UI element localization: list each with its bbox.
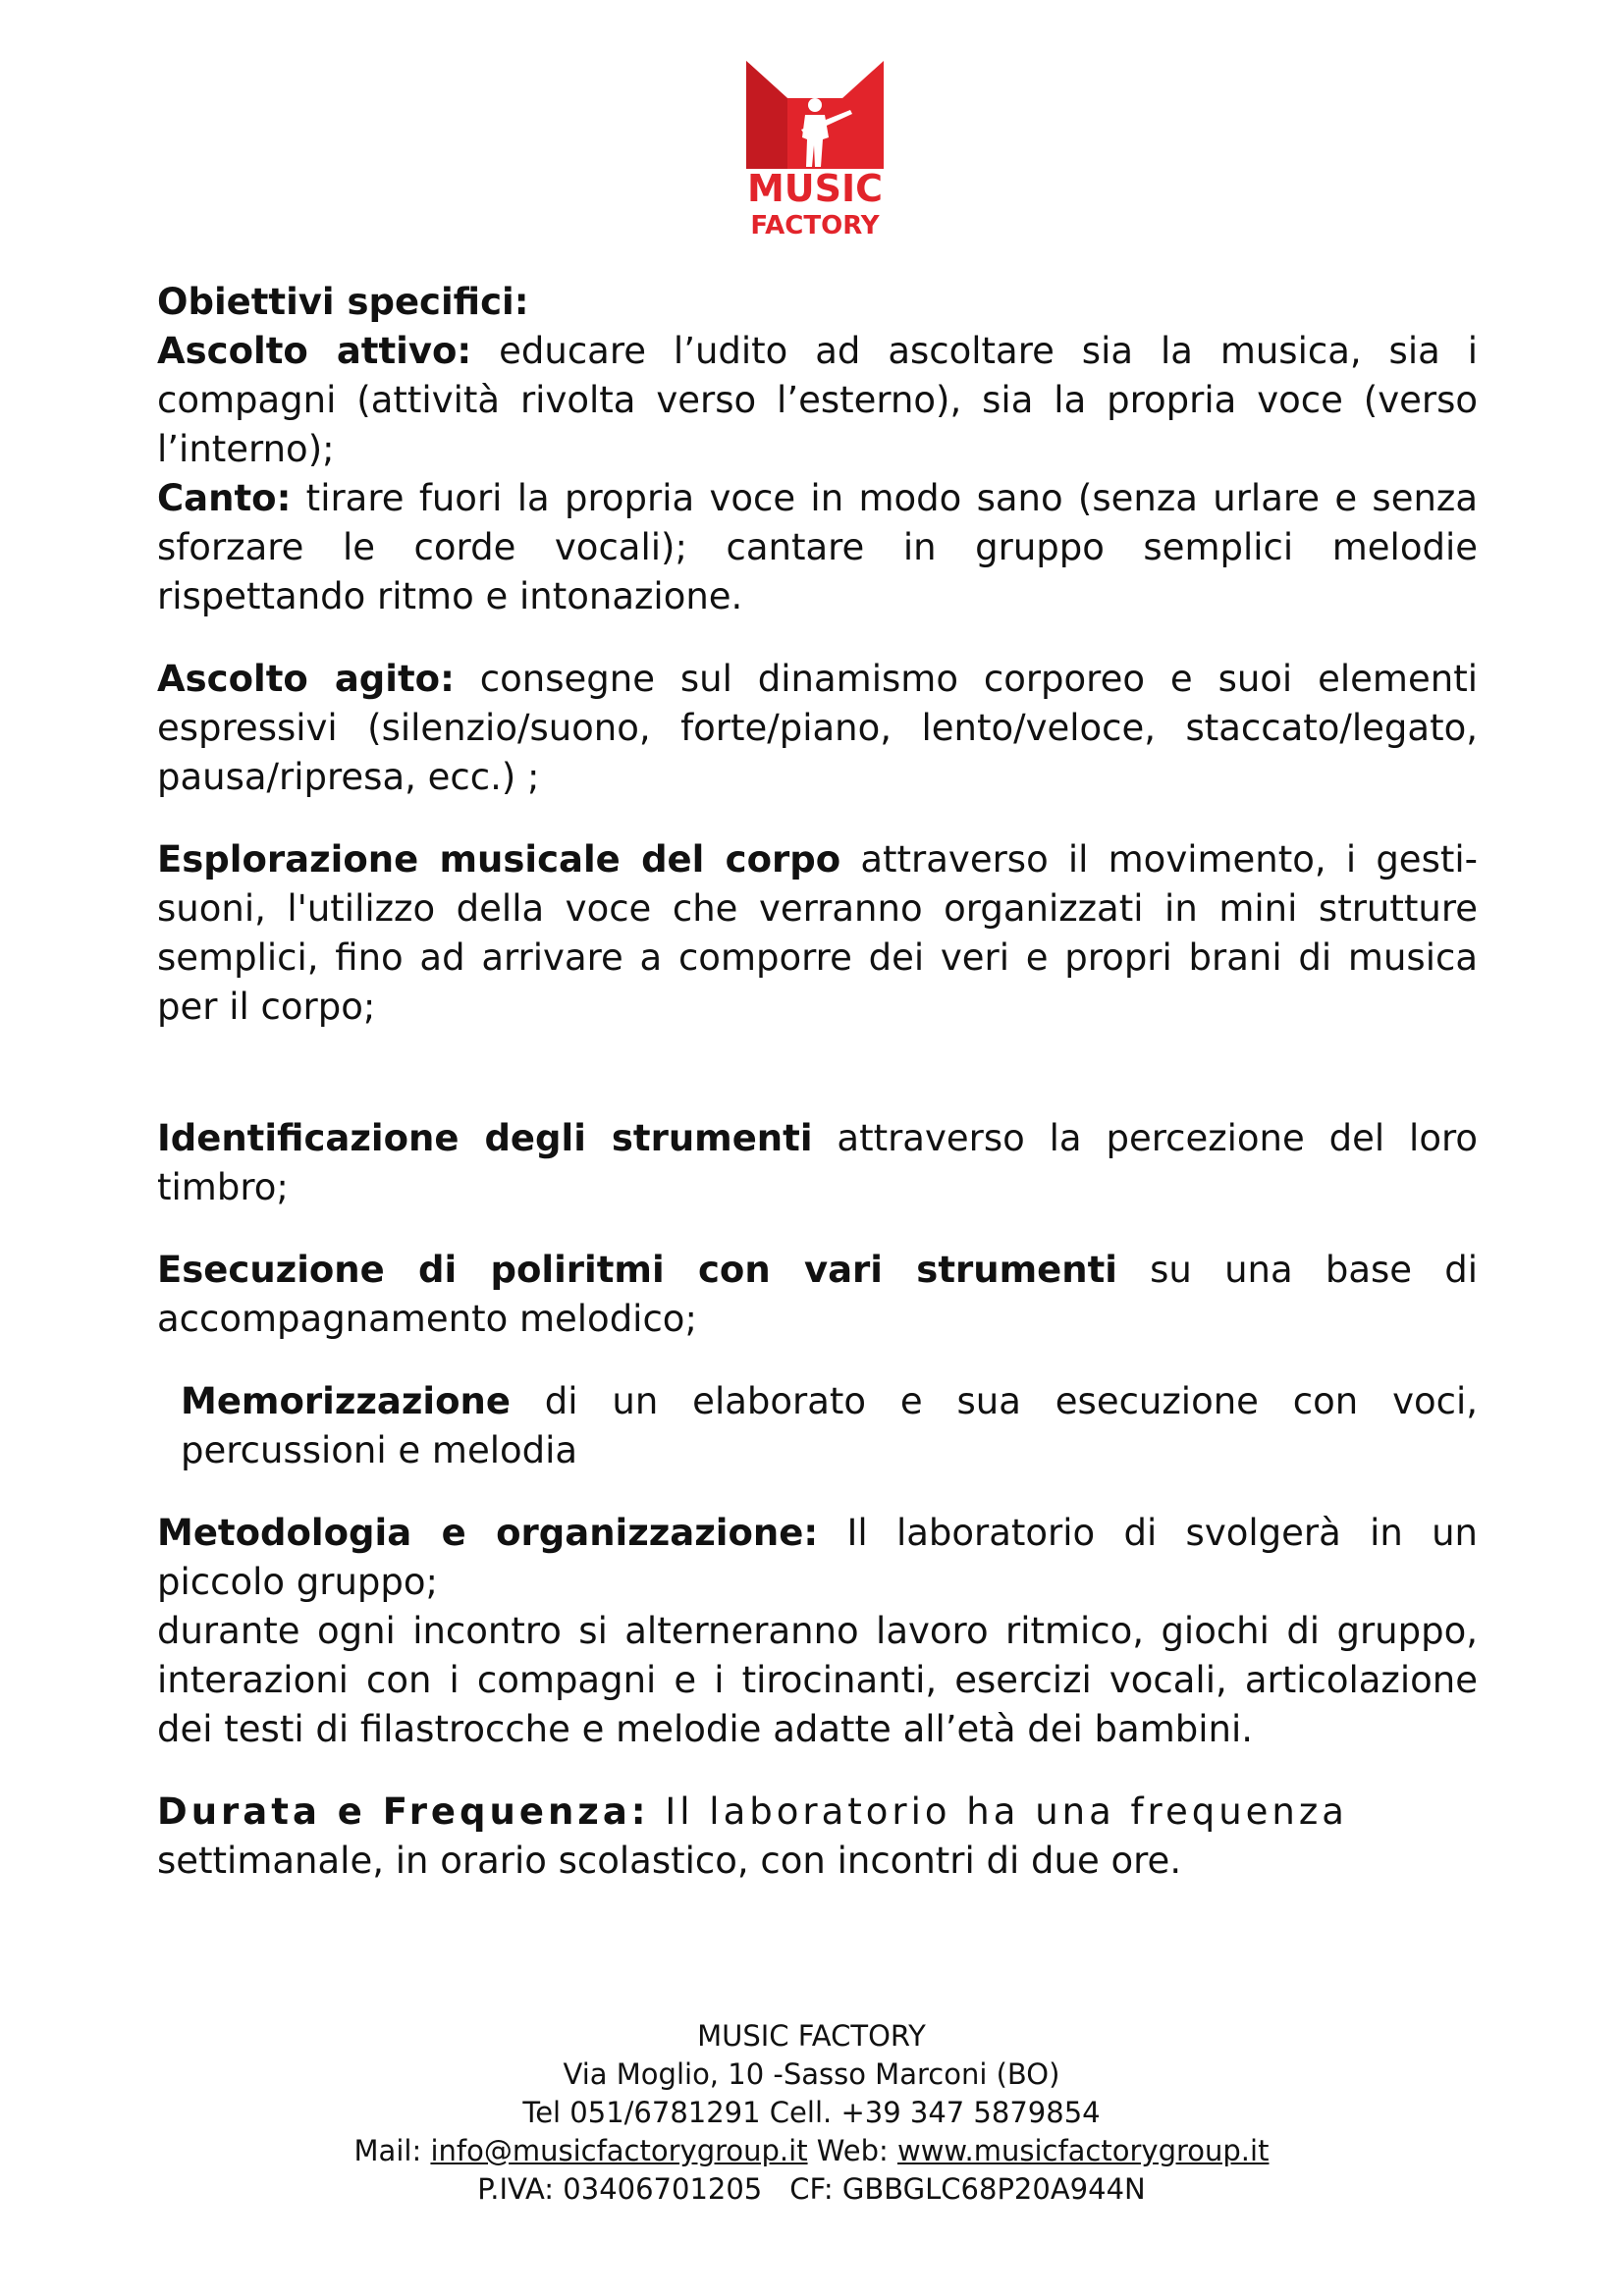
paragraph-canto (157, 474, 1478, 621)
logo-word-factory: FACTORY (750, 211, 880, 240)
footer-company: MUSIC FACTORY (697, 2019, 926, 2053)
paragraph-ascolto-agito (157, 655, 1478, 802)
label-durata: Durata e Frequenza: (157, 1790, 650, 1833)
label-identificazione: Identificazione degli strumenti (157, 1117, 813, 1159)
footer-address: Via Moglio, 10 -Sasso Marconi (BO) (563, 2057, 1060, 2091)
paragraph-durata-2: settimanale, in orario scolastico, con incontri di due ore. (157, 1840, 1182, 1882)
paragraph-metodologia-2: durante ogni incontro si alterneranno lavoro ritmico, giochi di gruppo, interazioni con i compagni e i tirocinanti, esercizi vocali, articolazione dei testi di filastrocche e melodie adatte all’età dei bambini. (157, 1610, 1478, 1750)
paragraph-ascolto-attivo (157, 327, 1478, 474)
footer-contacts (0, 2132, 1623, 2170)
paragraph-esplorazione (157, 835, 1478, 1032)
paragraph-metodologia (157, 1509, 1478, 1607)
label-memorizzazione: Memorizzazione (181, 1380, 511, 1422)
document-body (157, 278, 1478, 1886)
web-link[interactable]: www.musicfactorygroup.it (897, 2134, 1270, 2167)
paragraph-identificazione (157, 1114, 1478, 1212)
label-metodologia: Metodologia e organizzazione: (157, 1512, 819, 1554)
footer-web-label: Web: (807, 2134, 897, 2167)
footer (0, 2017, 1623, 2209)
text-esplorazione: attraverso il movimento, i gesti-suoni, l'utilizzo della voce che verranno organizzati in mini strutture semplici, fino ad arrivare a comporre dei veri e propri brani di musica per il corpo; (157, 838, 1478, 1028)
text-ascolto-agito: consegne sul dinamismo corporeo e suoi elementi espressivi (silenzio/suono, forte/piano, lento/veloce, staccato/legato, pausa/ripresa, ecc.) ; (157, 658, 1478, 798)
label-esecuzione: Esecuzione di poliritmi con vari strumenti (157, 1249, 1117, 1291)
paragraph-durata (157, 1788, 1478, 1837)
footer-cf: CF: GBBGLC68P20A944N (789, 2172, 1146, 2206)
footer-mail-label: Mail: (353, 2134, 431, 2167)
text-durata: Il laboratorio ha una frequenza (649, 1790, 1348, 1833)
text-memorizzazione: di un elaborato e sua esecuzione con voci, percussioni e melodia (181, 1380, 1478, 1471)
logo-word-music: MUSIC (746, 167, 884, 210)
music-factory-logo (746, 61, 884, 247)
section-title (157, 278, 1478, 327)
footer-tax (0, 2170, 1623, 2209)
text-esecuzione: su una base di accompagnamento melodico; (157, 1249, 1479, 1340)
logo-m-left-shade (746, 61, 787, 169)
text-ascolto-attivo: educare l’udito ad ascoltare sia la musica, sia i compagni (attività rivolta verso l’esterno), sia la propria voce (verso l’interno); (157, 330, 1478, 470)
obiettivi-title: Obiettivi specifici: (157, 281, 529, 323)
text-canto: tirare fuori la propria voce in modo sano (senza urlare e senza sforzare le corde vocali); cantare in gruppo semplici melodie rispettando ritmo e intonazione. (157, 477, 1478, 617)
logo-graphic (746, 61, 884, 247)
text-identificazione: attraverso la percezione del loro timbro; (157, 1117, 1478, 1208)
label-canto: Canto: (157, 477, 292, 519)
paragraph-memorizzazione (157, 1377, 1478, 1475)
footer-piva: P.IVA: 03406701205 (477, 2172, 763, 2206)
label-ascolto-attivo: Ascolto attivo: (157, 330, 472, 372)
mail-link[interactable]: info@musicfactorygroup.it (430, 2134, 808, 2167)
label-esplorazione: Esplorazione musicale del corpo (157, 838, 841, 881)
label-ascolto-agito: Ascolto agito: (157, 658, 455, 700)
paragraph-esecuzione (157, 1246, 1478, 1344)
footer-phone: Tel 051/6781291 Cell. +39 347 5879854 (522, 2096, 1101, 2129)
text-metodologia: Il laboratorio di svolgerà in un piccolo gruppo; (157, 1512, 1478, 1603)
